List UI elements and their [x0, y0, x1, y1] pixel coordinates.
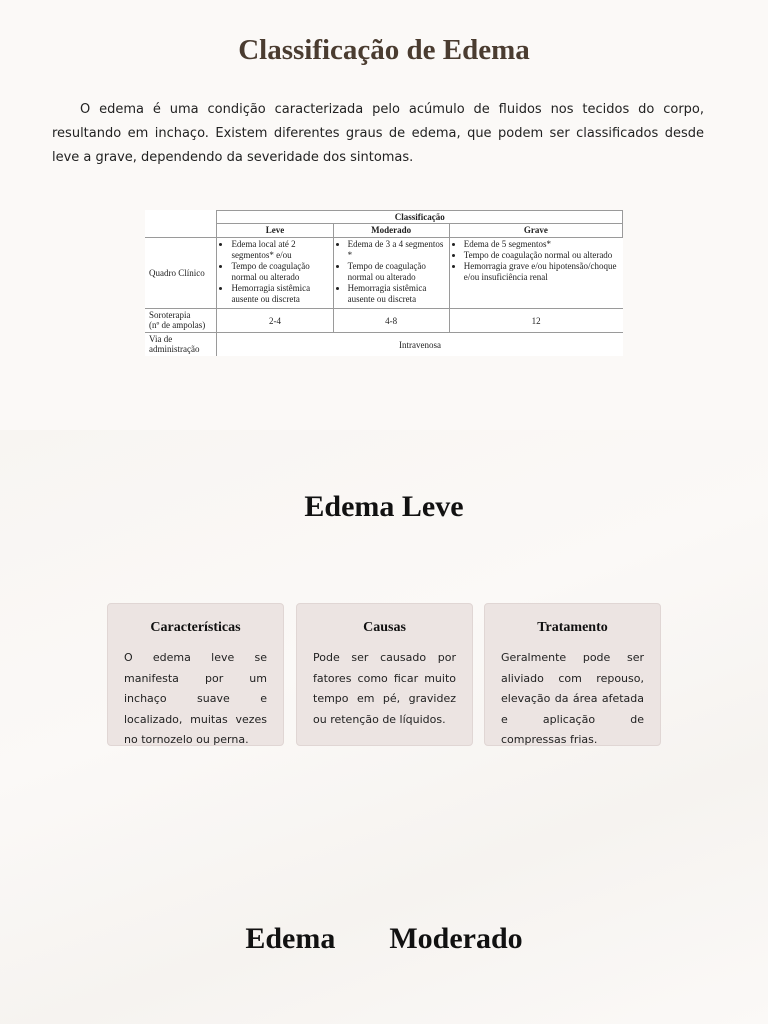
list-item: • Edema de 3 a 4 segmentos * [348, 239, 445, 261]
soro-label-2: (nº de ampolas) [149, 320, 206, 331]
card-causas [296, 603, 473, 746]
title-word-1: Edema [245, 922, 336, 955]
row-label-quadro: Quadro Clínico [145, 237, 217, 308]
title-word-2: Moderado [389, 922, 523, 955]
soro-leve: 2-4 [217, 309, 333, 333]
table-header: Classificação [217, 211, 623, 224]
list-item: • Edema local até 2 segmentos* e/ou [231, 239, 328, 261]
col-grave: Grave [449, 224, 622, 237]
list-item: • Edema de 5 segmentos* [464, 239, 619, 250]
classification-table [145, 210, 623, 356]
list-item: • Tempo de coagulação normal ou alterado [464, 250, 619, 261]
classification-table-image [145, 210, 623, 356]
via-value: Intravenosa [217, 333, 623, 356]
list-item: • Hemorragia sistêmica ausente ou discreta [348, 283, 445, 305]
list-item: • Hemorragia sistêmica ausente ou discreta [231, 283, 328, 305]
card-text: O edema leve se manifesta por um inchaço suave e localizado, muitas vezes no tornozelo ou perna. [124, 651, 267, 746]
card-tratamento [484, 603, 661, 746]
section-title-edema-leve: Edema Leve [304, 490, 464, 523]
card-title: Causas [363, 620, 406, 635]
page-title: Classificação de Edema [238, 34, 530, 66]
intro-paragraph: O edema é uma condição caracterizada pelo acúmulo de fluidos nos tecidos do corpo, resultando em inchaço. Existem diferentes graus de edema, que podem ser classificados desde leve a grave, dependendo da severidade dos sintomas. [52, 102, 704, 165]
card-caracteristicas [107, 603, 284, 746]
card-title: Características [150, 620, 241, 635]
card-text: Pode ser causado por fatores como ficar muito tempo em pé, gravidez ou retenção de líquidos. [313, 651, 456, 726]
cell-moderado [333, 237, 449, 308]
cards-row [107, 603, 662, 746]
col-moderado: Moderado [333, 224, 449, 237]
card-text: Geralmente pode ser aliviado com repouso, elevação da área afetada e aplicação de compressas frias. [501, 651, 644, 746]
table-corner [145, 211, 217, 238]
soro-moderado: 4-8 [333, 309, 449, 333]
list-item: • Tempo de coagulação normal ou alterado [348, 261, 445, 283]
row-label-via: Via de administração [145, 333, 217, 356]
cell-grave [449, 237, 622, 308]
col-leve: Leve [217, 224, 333, 237]
row-label-soroterapia [145, 309, 217, 333]
list-item: • Tempo de coagulação normal ou alterado [231, 261, 328, 283]
cell-leve [217, 237, 333, 308]
list-item: • Hemorragia grave e/ou hipotensão/choque e/ou insuficiência renal [464, 261, 619, 283]
card-title: Tratamento [537, 620, 608, 635]
soro-label-1: Soroterapia [149, 310, 191, 321]
section-title-edema-moderado [0, 922, 768, 956]
soro-grave: 12 [449, 309, 622, 333]
